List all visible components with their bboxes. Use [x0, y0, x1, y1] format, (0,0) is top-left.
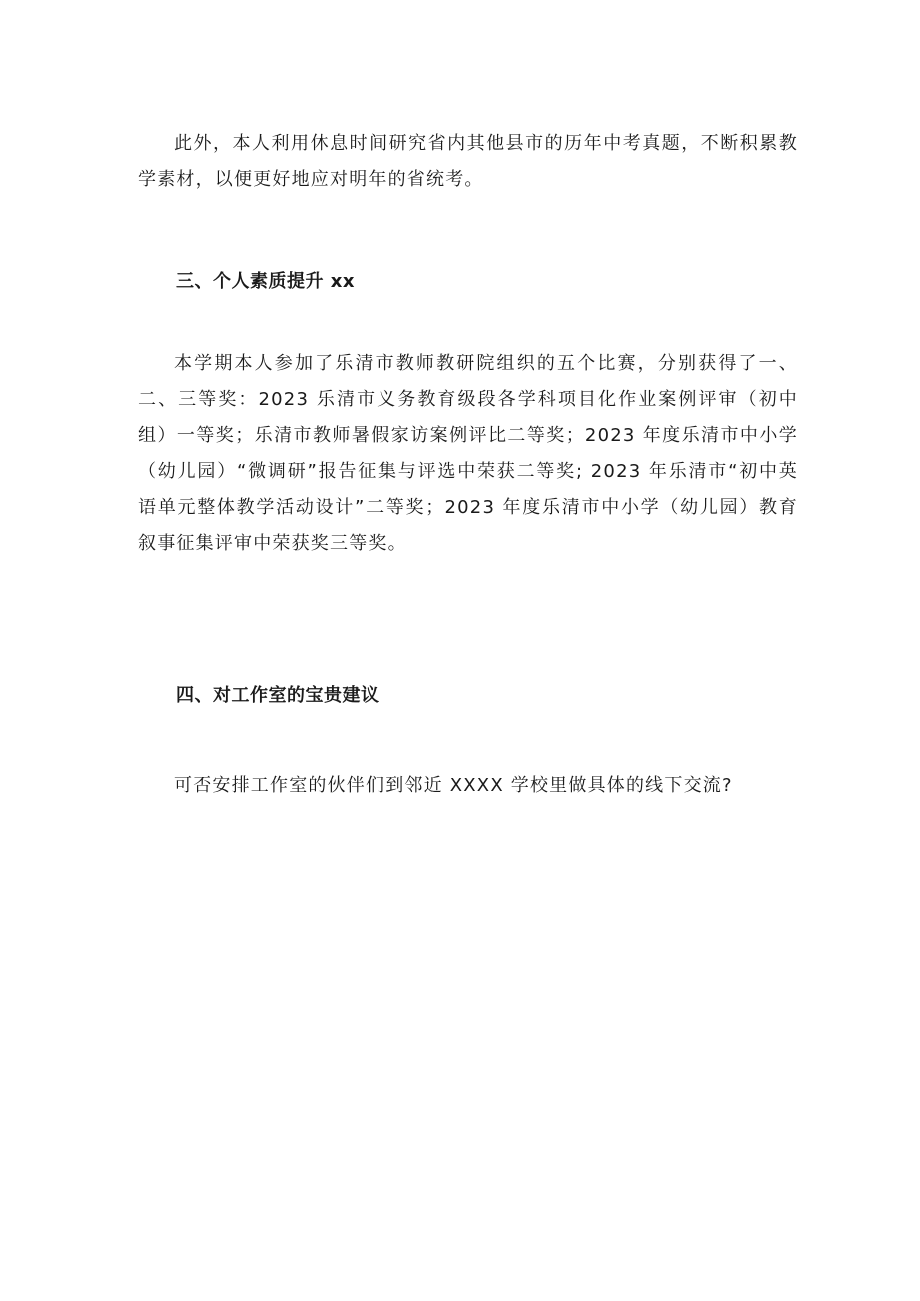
paragraph-awards: 本学期本人参加了乐清市教师教研院组织的五个比赛，分别获得了一、二、三等奖：2023 乐清市义务教育级段各学科项目化作业案例评审（初中组）一等奖；乐清市教师暑假家访案例评比二等奖；2023 年度乐清市中小学（幼儿园）“微调研”报告征集与评选中荣获二等奖; 2023 年乐清市“初中英语单元整体教学活动设计”二等奖；2023 年度乐清市中小学（幼儿园）教育叙事征集评审中荣获奖三等奖。 — [138, 353, 798, 554]
section-heading-suggestions: 四、对工作室的宝贵建议 — [176, 685, 380, 706]
section-heading-personal-quality: 三、个人素质提升 xx — [176, 271, 355, 292]
paragraph-suggestion: 可否安排工作室的伙伴们到邻近 XXXX 学校里做具体的线下交流? — [174, 775, 733, 796]
paragraph-research: 此外，本人利用休息时间研究省内其他县市的历年中考真题，不断积累教学素材，以便更好地应对明年的省统考。 — [138, 133, 798, 190]
